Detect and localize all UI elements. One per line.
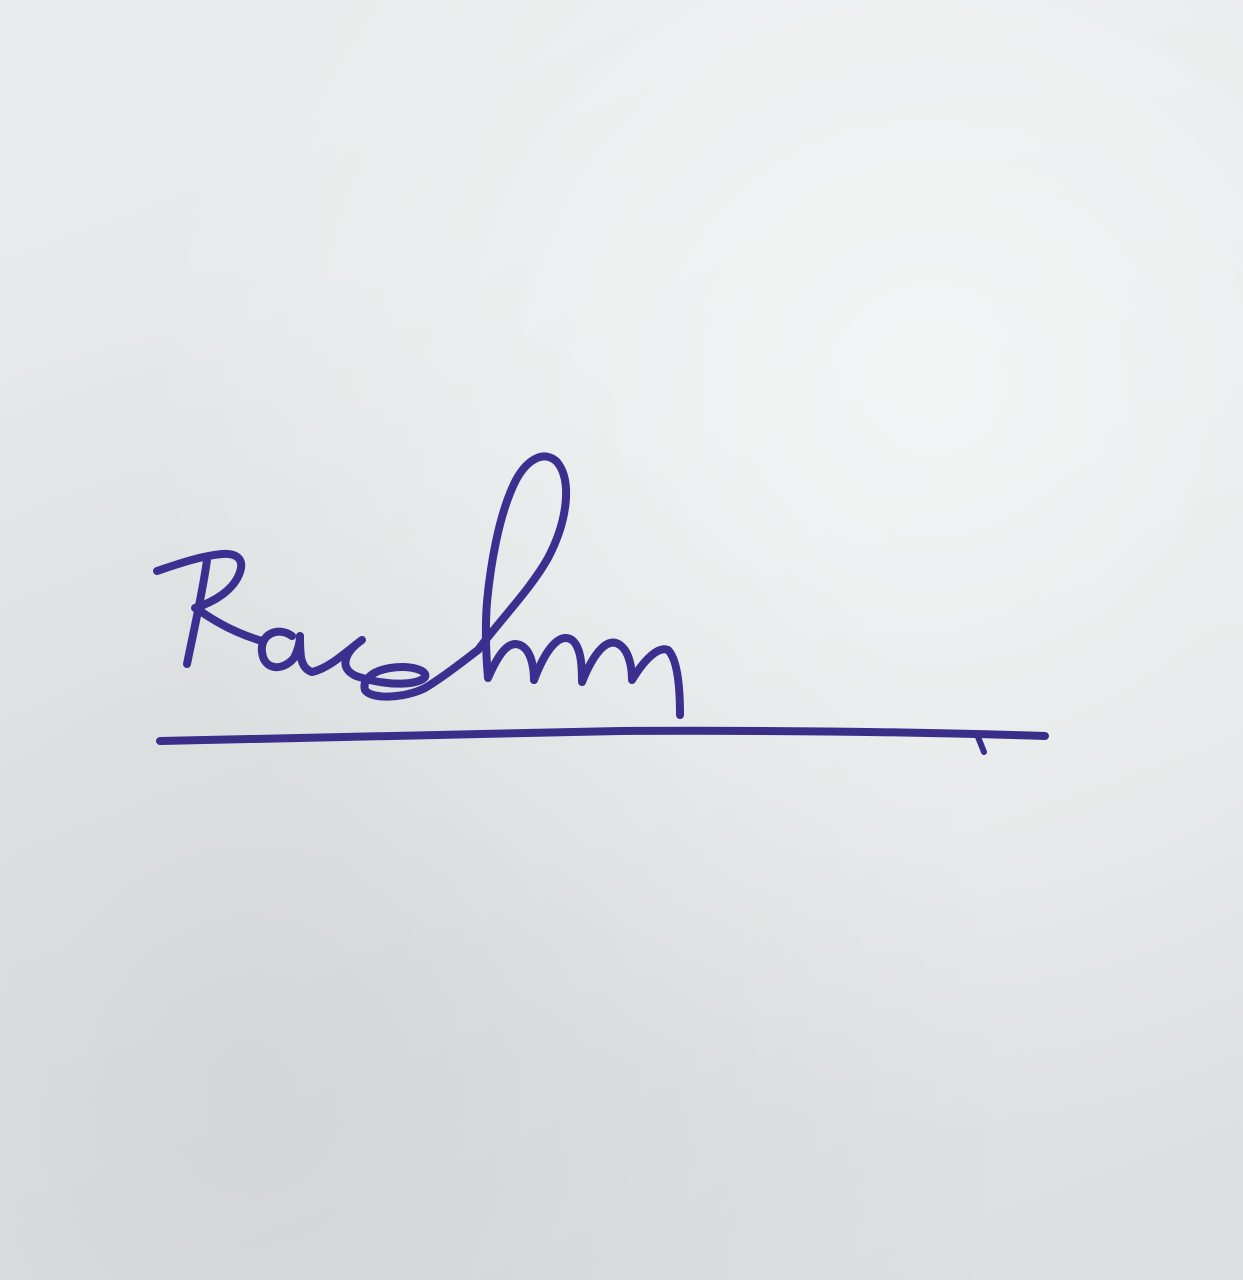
letter-r-leg (196, 608, 262, 641)
letter-s (312, 640, 478, 697)
letter-a (262, 632, 312, 672)
signature-underline (160, 731, 1045, 741)
letter-m (534, 638, 680, 715)
signature-strokes (157, 456, 680, 715)
underline-tick (978, 737, 984, 752)
